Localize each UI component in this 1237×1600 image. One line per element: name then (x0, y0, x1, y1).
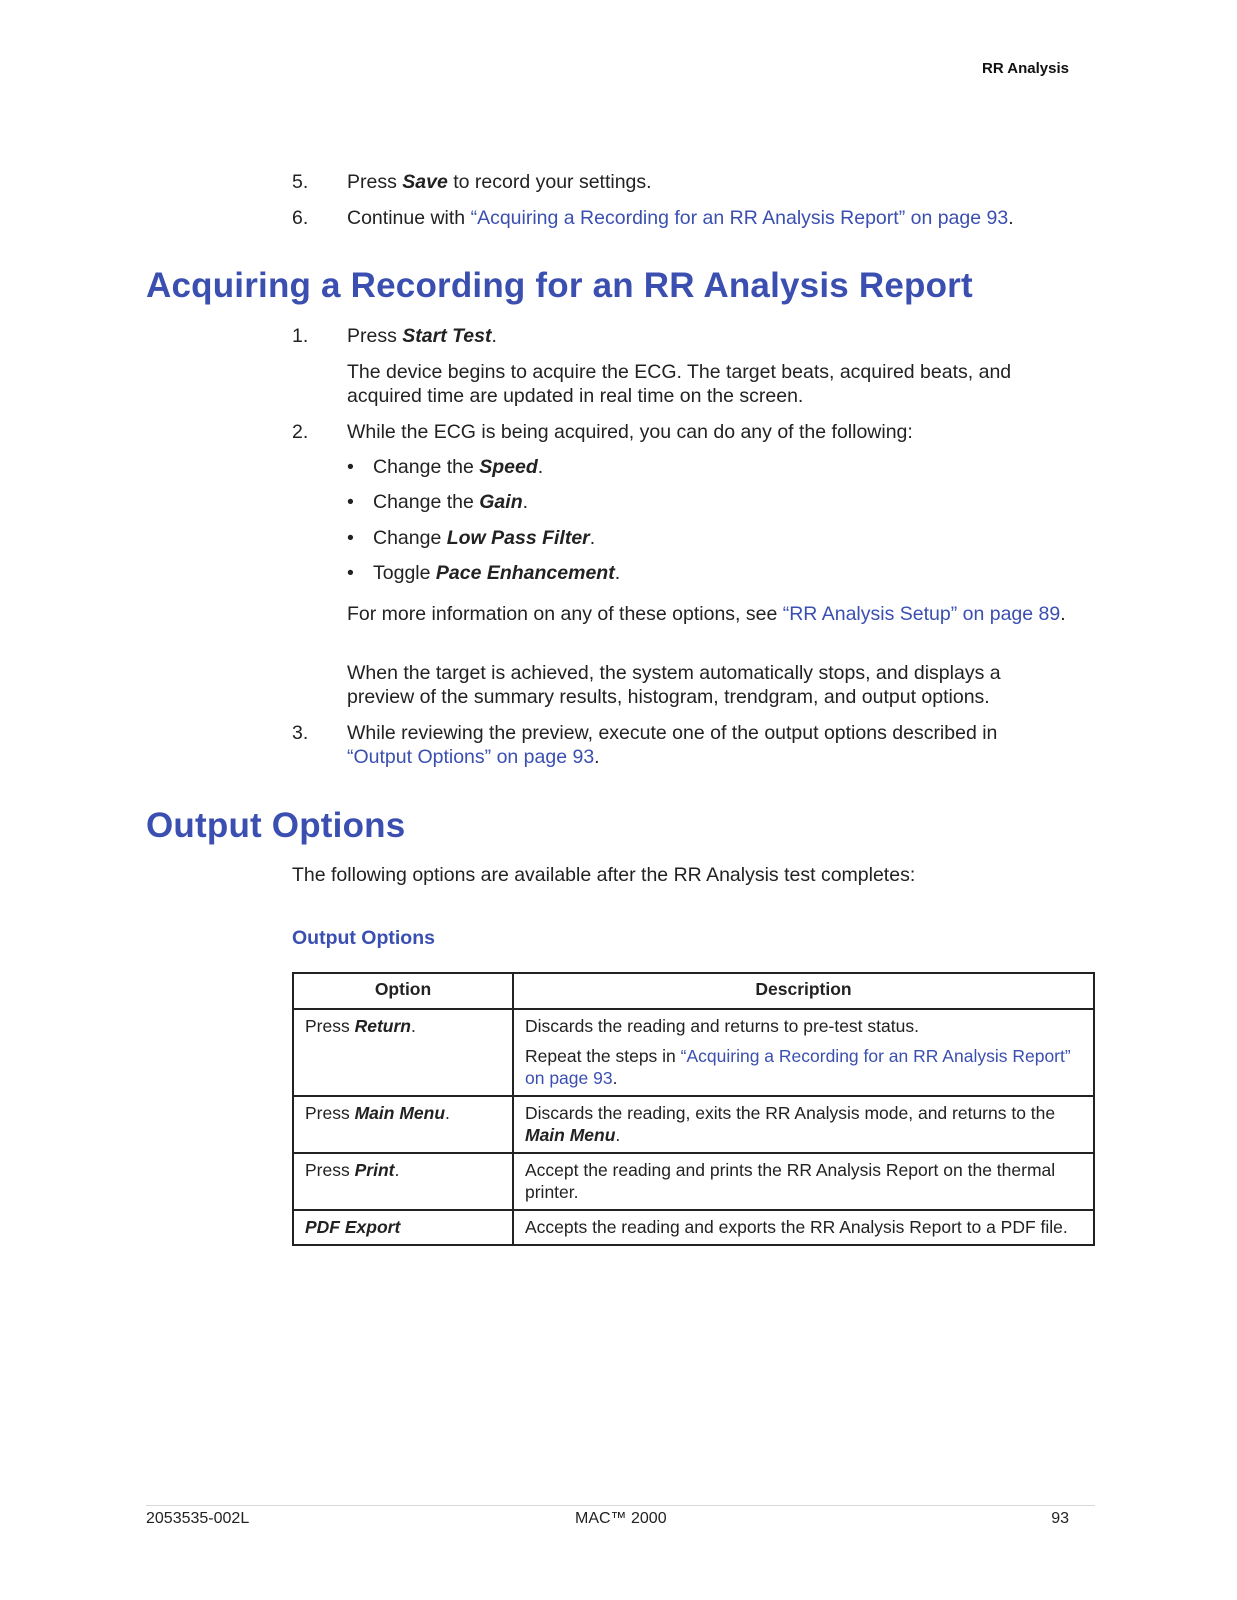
step-number: 6. (292, 207, 309, 229)
cross-reference-link[interactable]: “RR Analysis Setup” on page 89 (782, 603, 1061, 625)
option-cell: Press Print. (293, 1153, 513, 1210)
section-intro: The following options are available after the RR Analysis test completes: (292, 864, 916, 886)
running-header: RR Analysis (982, 60, 1069, 77)
bullet-item: • Change the Gain. (347, 491, 529, 513)
bullet-icon: • (347, 456, 354, 478)
bullet-item: • Change Low Pass Filter. (347, 527, 596, 549)
ui-term-save: Save (402, 171, 448, 193)
step-2: 2. While the ECG is being acquired, you can do any of the following: (292, 421, 913, 443)
option-cell: PDF Export (293, 1210, 513, 1245)
step-1: 1. Press Start Test. (292, 325, 497, 347)
bullet-icon: • (347, 491, 354, 513)
step-3: 3. While reviewing the preview, execute one of the output options described in “Output Options” on page 93. (292, 722, 998, 768)
footer-doc-number: 2053535-002L (146, 1510, 250, 1527)
table-row (293, 1153, 1094, 1210)
more-info-paragraph: For more information on any of these options, see “RR Analysis Setup” on page 89. (347, 603, 1066, 625)
output-options-table (292, 972, 1095, 1246)
step-1-description: The device begins to acquire the ECG. The target beats, acquired beats, and acquired time are updated in real time on the screen. (347, 361, 1012, 407)
bullet-icon: • (347, 527, 354, 549)
table-row (293, 1096, 1094, 1153)
option-cell: Press Return. (293, 1009, 513, 1096)
footer-divider (146, 1505, 1095, 1506)
section-heading-acquiring: Acquiring a Recording for an RR Analysis Report (146, 266, 973, 305)
cross-reference-link[interactable]: “Acquiring a Recording for an RR Analysis Report” on page 93 (525, 1046, 1071, 1088)
step-number: 3. (292, 722, 309, 744)
footer-page-number: 93 (1051, 1510, 1069, 1527)
table-row (293, 1210, 1094, 1245)
cross-reference-link[interactable]: “Acquiring a Recording for an RR Analysis Report” on page 93 (470, 207, 1009, 229)
table-title: Output Options (292, 927, 435, 949)
cross-reference-link[interactable]: “Output Options” on page 93 (347, 746, 595, 768)
footer-product: MAC™ 2000 (575, 1510, 667, 1527)
table-header-row (293, 973, 1094, 1009)
description-cell: Discards the reading and returns to pre-test status. Repeat the steps in “Acquiring a Recording for an RR Analysis Report” on page 93. (513, 1009, 1094, 1096)
description-cell: Accepts the reading and exports the RR Analysis Report to a PDF file. (513, 1210, 1094, 1245)
column-header-option: Option (293, 973, 513, 1009)
description-cell: Discards the reading, exits the RR Analysis mode, and returns to the Main Menu. (513, 1096, 1094, 1153)
target-achieved-paragraph: When the target is achieved, the system automatically stops, and displays a preview of the summary results, histogram, trendgram, and output options. (347, 662, 1001, 708)
bullet-item: • Change the Speed. (347, 456, 544, 478)
section-heading-output-options: Output Options (146, 806, 406, 845)
step-number: 5. (292, 171, 309, 193)
bullet-item: • Toggle Pace Enhancement. (347, 562, 621, 584)
bullet-icon: • (347, 562, 354, 584)
step-number: 2. (292, 421, 309, 443)
ui-term-start-test: Start Test (402, 325, 492, 347)
column-header-description: Description (513, 973, 1094, 1009)
step-5: 5. Press Save to record your settings. (292, 171, 652, 193)
table-row (293, 1009, 1094, 1096)
step-number: 1. (292, 325, 309, 347)
step-6: 6. Continue with “Acquiring a Recording for an RR Analysis Report” on page 93. (292, 207, 1014, 229)
description-cell: Accept the reading and prints the RR Analysis Report on the thermal printer. (513, 1153, 1094, 1210)
option-cell: Press Main Menu. (293, 1096, 513, 1153)
